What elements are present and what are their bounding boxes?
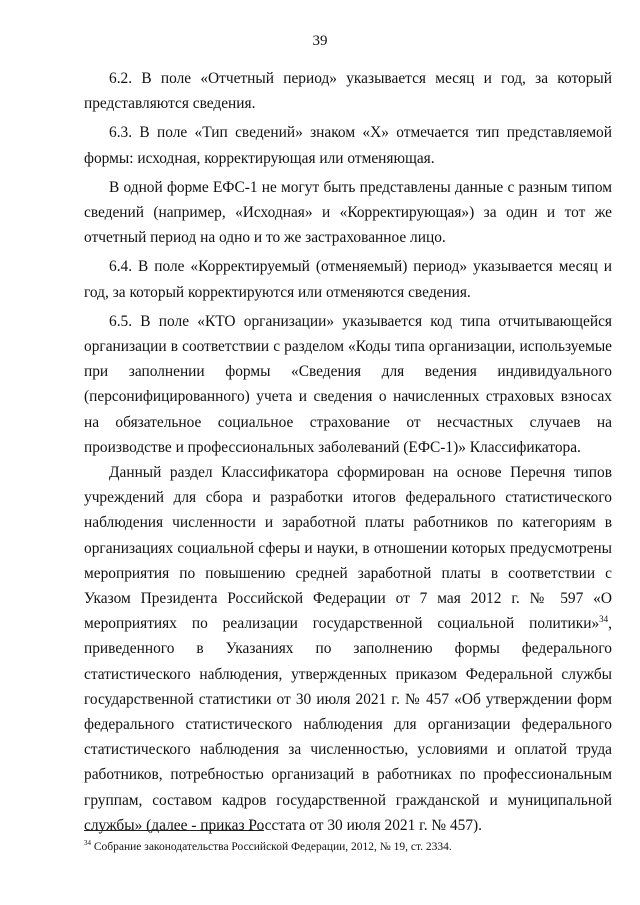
classifier-text-start: Данный раздел Классификатора сформирован на основе Перечня типов учреждений для сбора и разработки итогов федерального статистического наблюдения численности и заработной платы работников по категориям в организациях социальной сферы и науки, в отношении которых предусмотрены мероприятия по повышению средней заработной платы в соответствии с Указом Президента Российской Федерации от 7 мая 2012 г. № 597 «О мероприятиях по реализации государственной социальной политики» [84, 464, 612, 633]
footnote-text: Собрание законодательства Российской Федерации, 2012, № 19, ст. 2334. [91, 840, 452, 853]
footnote-reference[interactable]: 34 [599, 614, 609, 625]
footnote [84, 836, 612, 854]
classifier-text-end: , приведенного в Указаниях по заполнению формы федерального статистического наблюдения, утвержденных приказом Федеральной службы государственной статистики от 30 июля 2021 г. № 457 «Об утверждении форм федерального статистического наблюдения для организации федерального статистического наблюдения за численностью, условиями и оплатой труда работников, потребностью организаций в работниках по профессиональным группам, составом кадров государственной гражданской и муниципальной службы» (далее - приказ Росстата от 30 июля 2021 г. № 457). [84, 615, 612, 834]
footnote-number: 34 [84, 839, 91, 847]
paragraph-classifier [84, 460, 612, 838]
page-number: 39 [312, 33, 328, 49]
paragraph-6-5: 6.5. В поле «КТО организации» указывается код типа отчитывающейся организации в соответствии с разделом «Коды типа организации, используемые при заполнении формы «Сведения для ведения индивидуального (персонифицированного) учета и сведения о начисленных страховых взносах на обязательное социальное страхование от несчастных случаев на производстве и профессиональных заболеваний (ЕФС-1)» Классификатора. [84, 312, 612, 456]
paragraph-6-4: 6.4. В поле «Корректируемый (отменяемый) период» указывается месяц и год, за который корректируются или отменяются сведения. [84, 258, 612, 301]
paragraph-efs1-note: В одной форме ЕФС-1 не могут быть представлены данные с разным типом сведений (например, «Исходная» и «Корректирующая») за один и тот же отчетный период на одно и то же застрахованное лицо. [84, 178, 612, 247]
footnote-divider [84, 830, 264, 831]
body-text [84, 66, 612, 842]
paragraph-6-3: 6.3. В поле «Тип сведений» знаком «X» отмечается тип представляемой формы: исходная, корректирующая или отменяющая. [84, 124, 612, 167]
paragraph-6-2: 6.2. В поле «Отчетный период» указывается месяц и год, за который представляются сведения. [84, 70, 612, 113]
